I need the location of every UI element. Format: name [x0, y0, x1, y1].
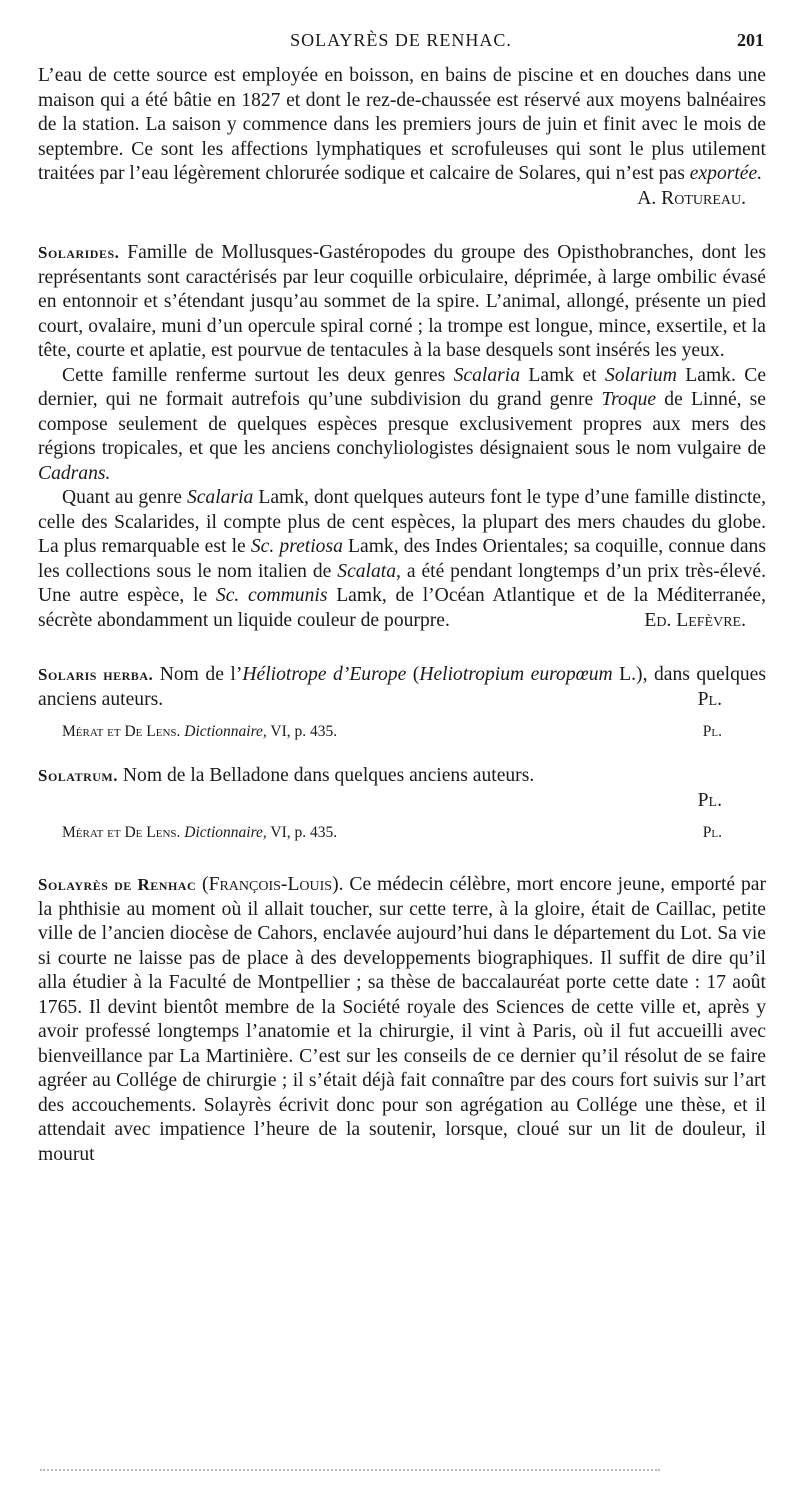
entry-headword: Solaris herba. [38, 665, 154, 684]
bibliographic-reference: Mérat et De Lens. Dictionnaire, VI, p. 435. Pl. [62, 824, 722, 841]
bibliographic-reference: Mérat et De Lens. Dictionnaire, VI, p. 435. Pl. [62, 723, 722, 740]
body-text [38, 64, 766, 1167]
author-signature: Pl. [697, 789, 722, 811]
entry-headword: Solarides. [38, 243, 120, 262]
running-title: SOLAYRÈS DE RENHAC. [290, 30, 512, 50]
entry-solarides: Solarides. Famille de Mollusques-Gastéropodes du groupe des Opisthobranches, dont les représentants sont caractérisés par leur coquille orbiculaire, déprimée, à large ombilic évasé en entonnoir et s’étendant jusqu’au sommet de la spire. L’animal, allongé, présente un pied court, ovalaire, muni d’un opercule spiral corné ; la trompe est longue, mince, exsertile, et la tête, courte et aplatie, est pourvue de tentacules à la base desquels sont insérés les yeux. [38, 242, 767, 361]
entry-solatrum: Solatrum. Nom de la Belladone dans quelques anciens auteurs. [38, 765, 535, 786]
author-signature: Ed. Lefèvre. [644, 609, 746, 631]
entry-solayres-de-renhac: Solayrès de Renhac (François-Louis). Ce médecin célèbre, mort encore jeune, emporté par la phthisie au moment où il allait toucher, sur cette terre, à la gloire, était de Caillac, petite ville de l’ancien diocèse de Cahors, enclavée aujourd’hui dans le département du Lot. Sa vie si courte ne laisse pas de place à des developpements biographiques. Il suffit de dire qu’il alla étudier à la Faculté de Montpellier ; sa thèse de baccalauréat porte cette date : 17 août 1765. Il devint bientôt membre de la Société royale des Sciences de cette ville et, après y avoir professé longtemps l’anatomie et la chirurgie, il vint à Paris, où il fut accueilli avec bienveillance par La Martinière. C’est sur les conseils de ce dernier qu’il résolut de se faire agréer au Collége de chirurgie ; il s’était déjà fait connaître par des cours fort suivis sur l’art des accouchements. Solayrès écrivit donc pour son agrégation au Collége une thèse, et il attendait avec impatience l’heure de la soutenir, lorsque, cloué sur un lit de douleur, il mourut [38, 874, 767, 1165]
paragraph: Cette famille renferme surtout les deux genres Scalaria Lamk et Solarium Lamk. Ce dernier, qui ne formait autrefois qu’une subdivision du grand genre Troque de Linné, se compose seulement de quelques espèces presque exclusivement propres aux mers des régions tropicales, et que les anciens conchyliologistes désignaient sous le nom vulgaire de Cadrans. [38, 364, 767, 484]
italic-term: exportée. [689, 163, 763, 184]
paragraph: Quant au genre Scalaria Lamk, dont quelques auteurs font le type d’une famille distincte, celle des Scalarides, il compte plus de cent espèces, la plupart des mers chaudes du globe. La plus remarquable est le Sc. pretiosa Lamk, des Indes Orientales; sa coquille, connue dans les collections sous le nom italien de Scalata, a été pendant longtemps d’un prix très-élevé. Une autre espèce, le Sc. communis Lamk, de l’Océan Atlantique et de la Méditerranée, sécrète abondamment un liquide couleur de pourpre. Ed. Lefèvre. [38, 486, 766, 633]
author-signature: Pl. [697, 688, 722, 710]
entry-solaris-herba: Solaris herba. Nom de l’Héliotrope d’Europe (Heliotropium europœum L.), dans quelques anciens auteurs. Pl. [38, 663, 766, 712]
entry-headword: Solayrès de Renhac [38, 875, 197, 894]
faint-bleed-through [40, 1463, 660, 1471]
entry-headword: Solatrum. [38, 766, 118, 785]
page-number: 201 [737, 30, 764, 50]
running-head [38, 30, 764, 56]
paragraph-solares-end: L’eau de cette source est employée en boisson, en bains de piscine et en douches dans une maison qui a été bâtie en 1827 et dont le rez-de-chaussée est réservé aux moyens balnéaires de la station. La saison y commence dans les premiers jours de juin et finit avec le mois de septembre. Ce sont les affections lymphatiques et scrofuleuses qui sont le plus utilement traitées par l’eau légèrement chlorurée sodique et calcaire de Solares, qui n’est pas exportée. [38, 65, 766, 184]
author-signature: A. Rotureau. [637, 187, 746, 209]
